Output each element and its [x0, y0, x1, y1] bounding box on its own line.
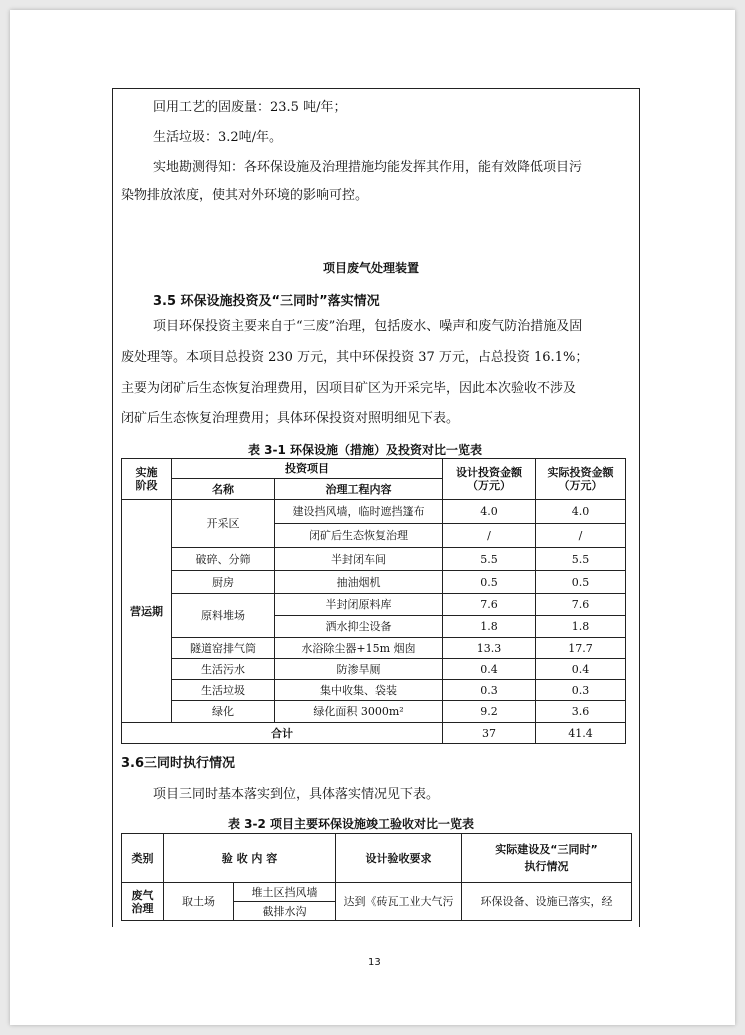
actual-cell: 5.5	[536, 548, 626, 571]
header-content: 验 收 内 容	[164, 834, 336, 883]
actual-cell: 3.6	[536, 701, 626, 723]
actual-cell: 1.8	[536, 616, 626, 638]
header-project: 投资项目	[172, 459, 443, 479]
name-cell: 开采区	[172, 500, 275, 548]
header-requirement: 设计验收要求	[336, 834, 462, 883]
design-cell: 4.0	[443, 500, 536, 524]
table-2-caption: 表 3-2 项目主要环保设施竣工验收对比一览表	[228, 817, 475, 831]
total-actual: 41.4	[536, 723, 626, 744]
name-cell: 原料堆场	[172, 594, 275, 638]
item-cell: 截排水沟	[234, 902, 336, 921]
section-3-6-line: 项目三同时基本落实到位，具体落实情况见下表。	[153, 787, 440, 802]
text-line-survey: 实地勘测得知：各环保设施及治理措施均能发挥其作用，能有效降低项目污	[153, 160, 583, 175]
actual-cell: 0.3	[536, 680, 626, 701]
total-label: 合计	[122, 723, 443, 744]
design-cell: /	[443, 524, 536, 548]
content-cell: 半封闭车间	[275, 548, 443, 571]
design-cell: 7.6	[443, 594, 536, 616]
content-cell: 防渗旱厕	[275, 659, 443, 680]
category-cell: 废气 治理	[122, 883, 164, 921]
header-actual-amount: 实际投资金额 （万元）	[536, 459, 626, 500]
section-3-5-line-4: 闭矿后生态恢复治理费用；具体环保投资对照明细见下表。	[121, 411, 460, 426]
content-cell: 集中收集、袋装	[275, 680, 443, 701]
name-cell: 生活污水	[172, 659, 275, 680]
site-cell: 取土场	[164, 883, 234, 921]
section-3-5-line-2: 废处理等。本项目总投资 230 万元，其中环保投资 37 万元，占总投资 16.1%；	[121, 350, 589, 365]
name-cell: 厨房	[172, 571, 275, 594]
header-category: 类别	[122, 834, 164, 883]
header-content: 治理工程内容	[275, 479, 443, 500]
actual-cell: 0.5	[536, 571, 626, 594]
item-cell: 堆土区挡风墙	[234, 883, 336, 902]
page-number: 13	[368, 957, 381, 968]
actual-cell: 环保设备、设施已落实，经	[462, 883, 632, 921]
design-cell: 1.8	[443, 616, 536, 638]
design-cell: 0.4	[443, 659, 536, 680]
table-1-caption: 表 3-1 环保设施（措施）及投资对比一览表	[248, 443, 483, 457]
content-cell: 水浴除尘器+15m 烟囱	[275, 638, 443, 659]
section-3-5-line-1: 项目环保投资主要来自于“三废”治理，包括废水、噪声和废气防治措施及固	[153, 319, 583, 334]
name-cell: 生活垃圾	[172, 680, 275, 701]
acceptance-table	[121, 833, 632, 921]
content-cell: 建设挡风墙，临时遮挡篷布	[275, 500, 443, 524]
content-cell: 半封闭原料库	[275, 594, 443, 616]
content-cell: 洒水抑尘设备	[275, 616, 443, 638]
design-cell: 5.5	[443, 548, 536, 571]
actual-cell: 4.0	[536, 500, 626, 524]
header-name: 名称	[172, 479, 275, 500]
actual-cell: 7.6	[536, 594, 626, 616]
text-line-survey-cont: 染物排放浓度，使其对外环境的影响可控。	[121, 188, 369, 203]
text-line-solid-waste: 回用工艺的固废量：23.5 吨/年；	[153, 100, 347, 115]
content-cell: 绿化面积 3000m²	[275, 701, 443, 723]
header-actual: 实际建设及“三同时” 执行情况	[462, 834, 632, 883]
content-cell: 闭矿后生态恢复治理	[275, 524, 443, 548]
actual-cell: 0.4	[536, 659, 626, 680]
text-line-domestic-garbage: 生活垃圾：3.2吨/年。	[153, 130, 283, 145]
total-design: 37	[443, 723, 536, 744]
stage-cell: 营运期	[122, 500, 172, 723]
requirement-cell: 达到《砖瓦工业大气污	[336, 883, 462, 921]
section-heading-3-5: 3.5 环保设施投资及“三同时”落实情况	[153, 294, 380, 309]
header-design-amount: 设计投资金额 （万元）	[443, 459, 536, 500]
section-3-5-line-3: 主要为闭矿后生态恢复治理费用，因项目矿区为开采完毕，因此本次验收不涉及	[121, 381, 577, 396]
name-cell: 破碎、分筛	[172, 548, 275, 571]
name-cell: 绿化	[172, 701, 275, 723]
name-cell: 隧道窑排气筒	[172, 638, 275, 659]
actual-cell: 17.7	[536, 638, 626, 659]
actual-cell: /	[536, 524, 626, 548]
figure-caption: 项目废气处理装置	[323, 261, 420, 275]
section-heading-3-6: 3.6三同时执行情况	[121, 756, 236, 771]
content-cell: 抽油烟机	[275, 571, 443, 594]
investment-table	[121, 458, 626, 744]
design-cell: 0.3	[443, 680, 536, 701]
design-cell: 0.5	[443, 571, 536, 594]
design-cell: 13.3	[443, 638, 536, 659]
header-stage: 实施 阶段	[122, 459, 172, 500]
design-cell: 9.2	[443, 701, 536, 723]
